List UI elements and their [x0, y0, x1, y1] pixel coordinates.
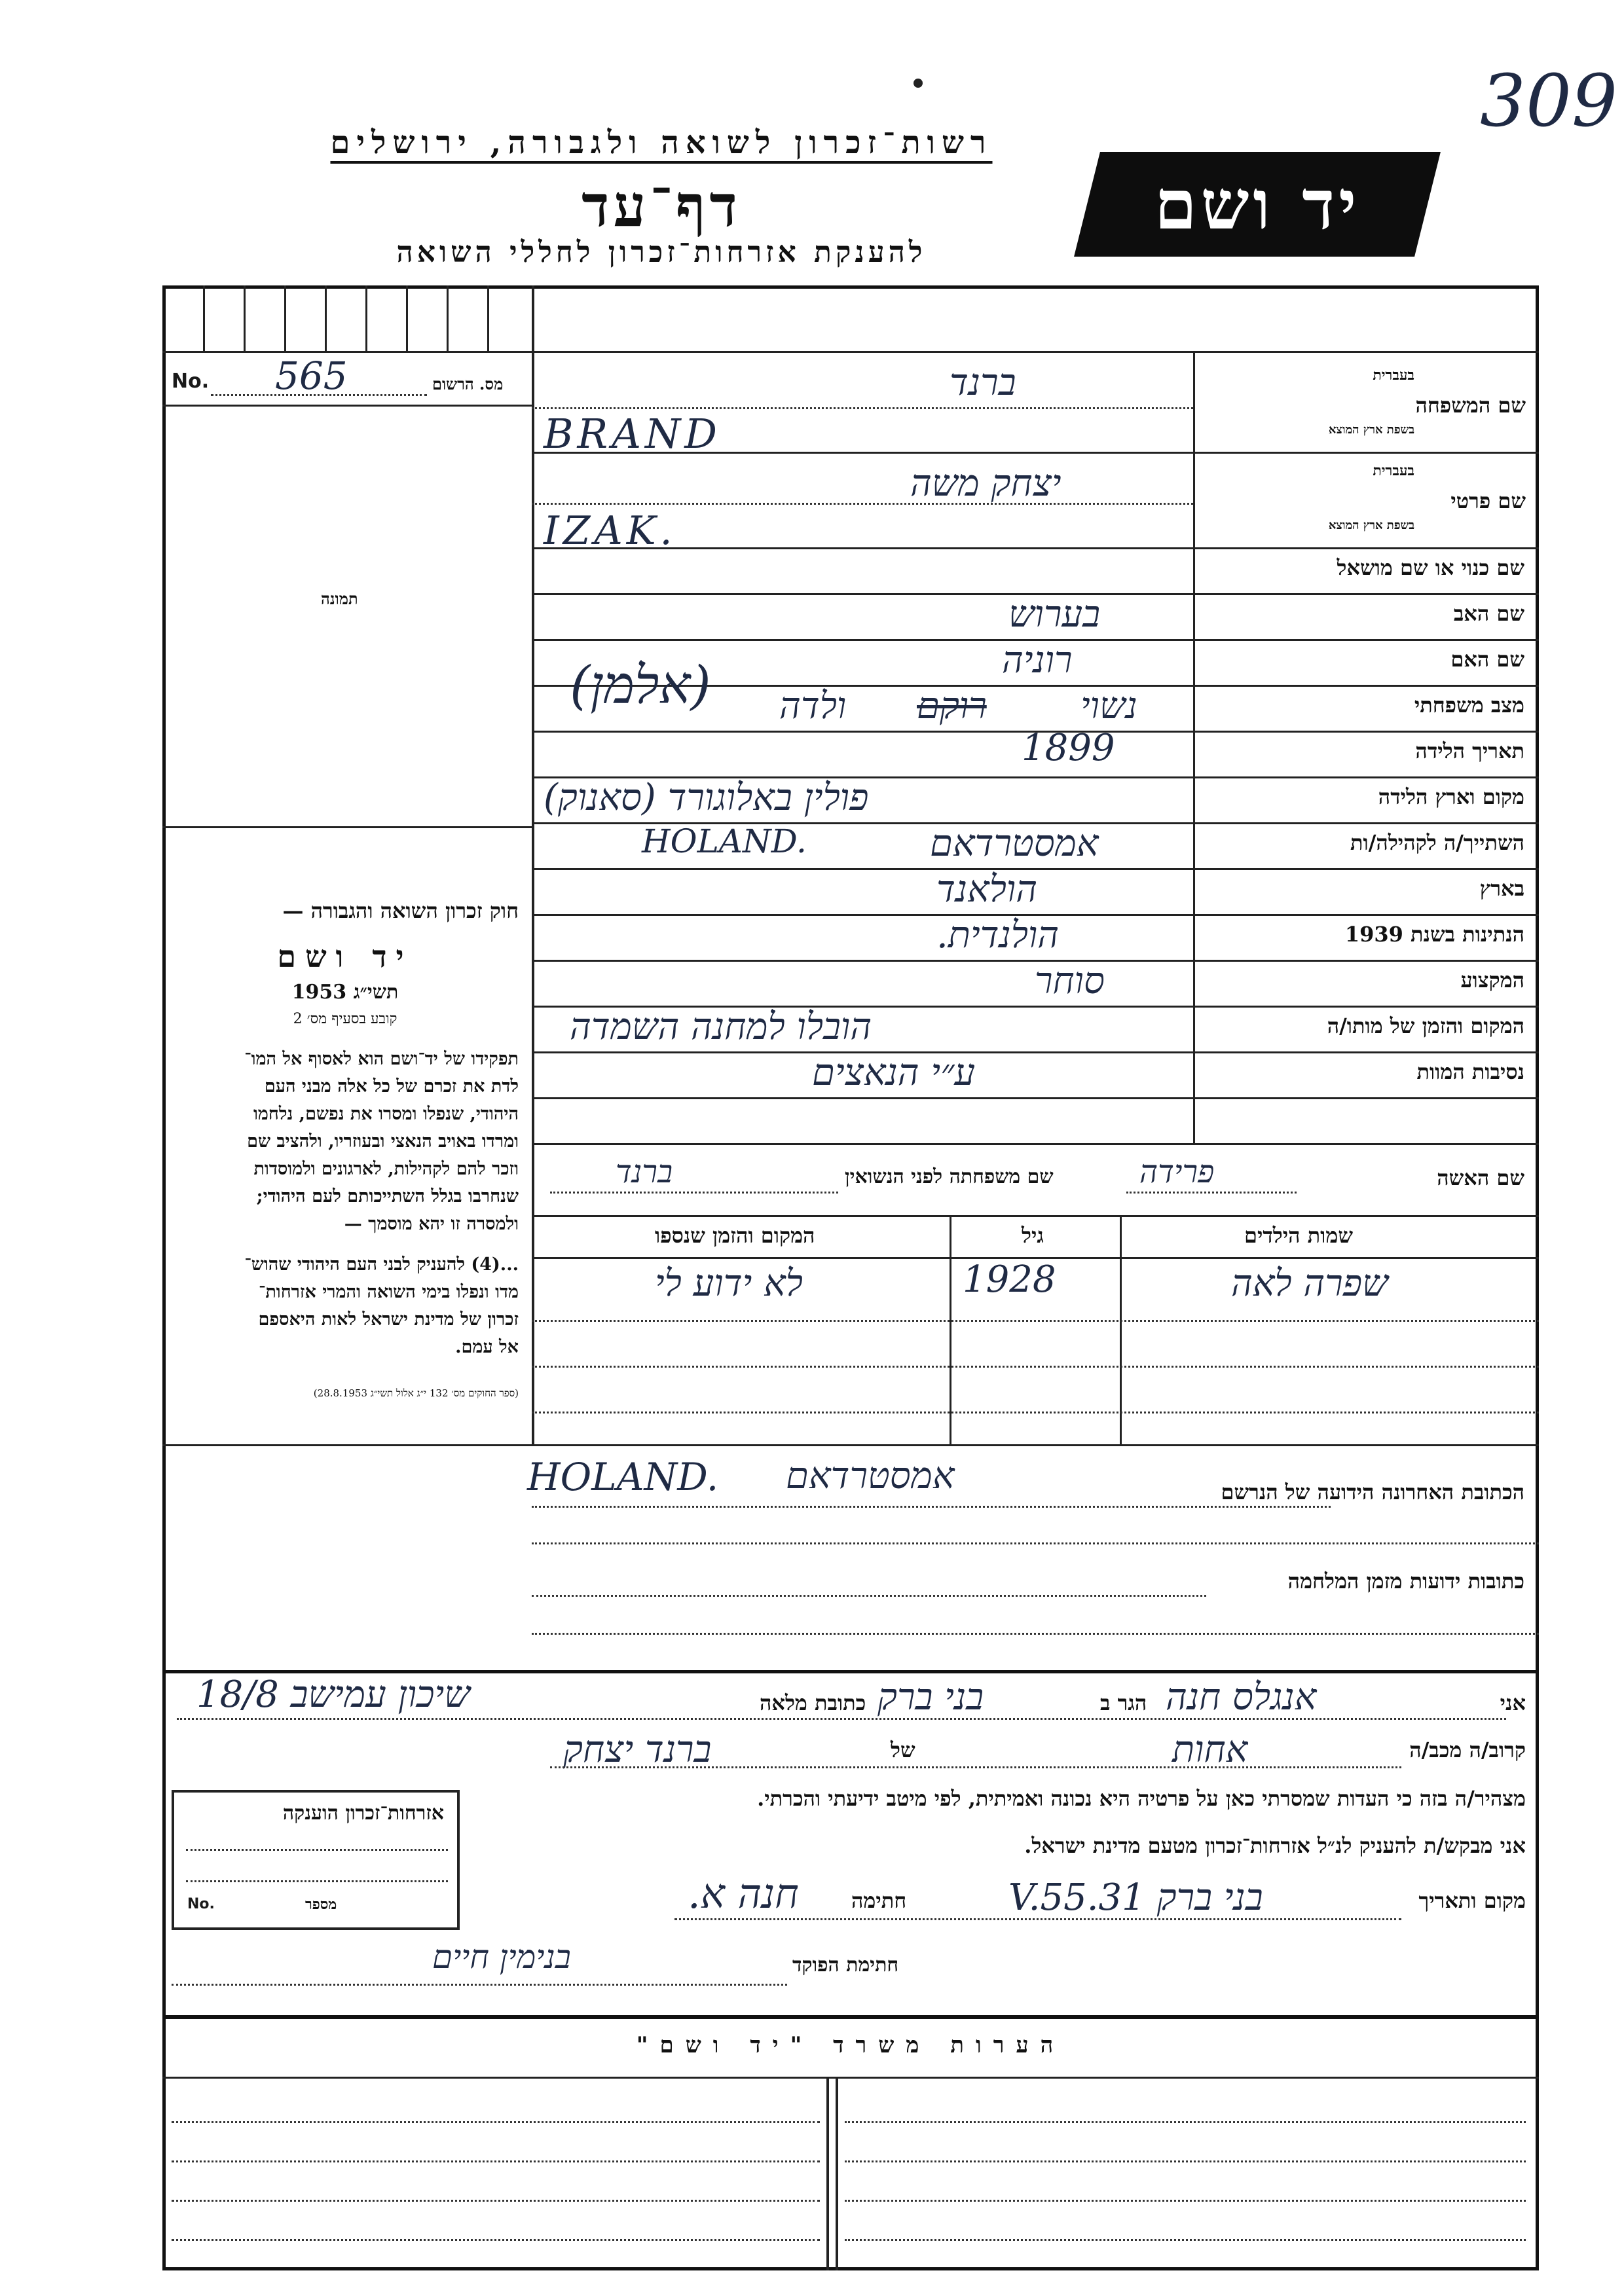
last-address-label: הכתובת האחרונה הידועה של הנרשם [1221, 1480, 1524, 1504]
child-name: שפרה לאה [1231, 1262, 1388, 1305]
father-value: בערוש [1008, 593, 1101, 636]
law-year: תשי״ג 1953 [291, 981, 399, 1004]
top-strip-line [162, 351, 1539, 353]
office-notes-dotted [845, 2239, 1526, 2241]
row-line [532, 1143, 1539, 1145]
children-col-divider [1120, 1215, 1122, 1444]
signature-label: חתימה [851, 1888, 907, 1913]
row-line [532, 1097, 1539, 1099]
photo-area-bottom [162, 826, 532, 828]
birth-place-value: פולין באלוגורד (סאנוק) [544, 776, 869, 819]
children-col-divider [950, 1215, 951, 1444]
office-notes-dotted [172, 2160, 820, 2162]
certificate-title: אזרחות־זכרון הוענקה [282, 1802, 444, 1825]
top-box-divider [203, 285, 205, 351]
certificate-box [172, 1790, 460, 1930]
declaration-address-value: שיכון עמישב 18/8 [196, 1673, 470, 1716]
form-title: דף־עד [581, 172, 741, 240]
declaration-statement-2: אני מבקש/ת להעניק לנ״ל אזרחות־זכרון מטעם מדינת ישראל. [1024, 1833, 1526, 1858]
law-line: וזכר להם לקהילות, לארגונים ולמוסדות [253, 1159, 519, 1179]
place-date-value: בני ברק 31.V.55 [1008, 1876, 1263, 1919]
office-notes-dotted [172, 2200, 820, 2202]
photo-label: תמונה [321, 589, 358, 608]
office-notes-title: הערות משרד "יד ושם" [636, 2032, 1065, 2058]
last-address-value: אמסטרדאם [786, 1455, 955, 1497]
last-address-dotted [532, 1506, 1331, 1508]
children-row-dotted [532, 1320, 1539, 1322]
address-dotted [532, 1633, 1539, 1635]
birth-date-value: 1899 [1022, 727, 1115, 769]
death-place-value: הובלו למחנה השמדה [570, 1006, 872, 1048]
office-notes-dotted [172, 2239, 820, 2241]
office-notes-dotted [845, 2200, 1526, 2202]
declaration-of-label: של [891, 1738, 915, 1762]
children-row-dotted [532, 1366, 1539, 1368]
speck-mark [913, 79, 923, 88]
marital-status-struck: רוקם [917, 685, 987, 727]
citizenship-label: הנתינות בשנת 1939 [1344, 922, 1524, 947]
form-subtitle: להענקת אזרחות־זכרון לחללי השואה [396, 236, 927, 269]
top-box-divider [365, 285, 367, 351]
officer-signature-value: בנימין חיים [432, 1938, 571, 1976]
signature-dotted [674, 1918, 1401, 1920]
children-bottom-line [162, 1444, 1539, 1446]
death-cause-value: ע״י הנאצים [812, 1051, 976, 1094]
law-section: קובע בסעיף מס׳ 2 [293, 1011, 397, 1027]
last-address-latin: HOLAND. [527, 1455, 719, 1499]
birth-place-label: מקום וארץ הלידה [1378, 784, 1524, 809]
address-dotted [532, 1542, 1539, 1544]
marital-status-value: נשוי [1080, 685, 1137, 727]
row-line [532, 547, 1539, 549]
children-col-place: המקום והזמן שנספו [655, 1223, 815, 1248]
law-line: שנחרבו בגלל השתייכותם לעם היהודי; [256, 1186, 519, 1207]
law-citation: (ספר החוקים מס׳ 132 י״ג אלול תשי״ג 28.8.1953) [313, 1387, 519, 1399]
wife-maiden-label: שם משפחתה לפני הנשואין [845, 1165, 1054, 1188]
top-box-divider [447, 285, 449, 351]
child-place: לא ידוע לי [655, 1262, 803, 1305]
registration-label: מס. הרשום [432, 374, 504, 393]
declaration-resides-label: הגר ב [1100, 1690, 1147, 1715]
father-label: שם האב [1453, 601, 1524, 626]
office-notes-divider [836, 2077, 838, 2270]
law-line: אל עמם. [455, 1337, 519, 1357]
children-col-names: שמות הילדים [1244, 1223, 1353, 1248]
first-name-label: שם פרטי [1450, 488, 1526, 513]
family-name-label: שם המשפחה [1415, 393, 1526, 418]
registration-line [162, 405, 532, 407]
mother-label: שם האם [1450, 647, 1524, 672]
declaration-relation-value: אחות [1172, 1728, 1248, 1771]
law-paragraph-2 [172, 1251, 519, 1361]
first-name-hebrew-label: בעברית [1373, 462, 1414, 479]
declaration-address-label: כתובת מלאה [760, 1690, 866, 1715]
first-name-hebrew-value: יצחק משה [910, 462, 1061, 505]
declaration-line-dotted [550, 1766, 1401, 1768]
marital-status-paren: (אלמן) [570, 655, 711, 716]
law-name: יד ושם [277, 939, 413, 974]
law-line: ומרדו באויב הנאצי ובעוזריו, ולהציב שם [247, 1131, 519, 1152]
top-box-divider [244, 285, 246, 351]
top-box-divider [487, 285, 489, 351]
wife-maiden-value: ברנד [616, 1154, 673, 1190]
community-value: אמסטרדאם [930, 822, 1099, 865]
wife-maiden-dotted [550, 1192, 838, 1194]
declaration-resides-value: בני ברק [877, 1676, 984, 1719]
law-line: ...(4) להעניק לבני העם היהודי שהוש־ [244, 1254, 519, 1275]
office-notes-dotted [845, 2160, 1526, 2162]
marital-status-label: מצב משפחתי [1414, 693, 1524, 718]
first-name-native-label: בשפת ארץ המוצא [1328, 519, 1414, 532]
authority-name: רשות־זכרון לשואה ולגבורה, ירושלים [330, 124, 993, 161]
top-box-divider [325, 285, 327, 351]
declaration-of-value: ברנד יצחק [563, 1728, 712, 1771]
certificate-dotted [186, 1849, 448, 1851]
profession-value: סוחר [1035, 960, 1105, 1002]
death-cause-label: נסיבות המוות [1416, 1059, 1524, 1084]
children-row-dotted [532, 1412, 1539, 1413]
top-box-divider [406, 285, 408, 351]
office-notes-dotted [845, 2121, 1526, 2123]
certificate-dotted [186, 1880, 448, 1882]
country-value: הולאנד [936, 868, 1038, 911]
law-title: חוק זכרון השואה והגבורה — [282, 898, 519, 923]
yad-vashem-logo [1074, 152, 1441, 257]
war-addresses-dotted [532, 1595, 1206, 1597]
declaration-statement-1: מצהיר/ה בזה כי העדות שמסרתי כאן על פרטיה היא נכונה ואמיתית, לפי מיטב ידיעתי והכרתי. [757, 1786, 1526, 1811]
first-name-native-value: IZAK. [544, 508, 676, 554]
signature-value: חנה א. [688, 1870, 799, 1918]
subrow-dotted [532, 407, 1193, 409]
mother-value: רוניה [1002, 639, 1073, 682]
logo-text: יד ושם [1154, 164, 1361, 245]
label-column-divider [1193, 351, 1195, 1143]
country-label: בארץ [1479, 876, 1524, 901]
row-line [532, 1051, 1539, 1053]
family-name-hebrew-label: בעברית [1373, 367, 1414, 384]
office-notes-divider [826, 2077, 829, 2270]
death-place-label: המקום והזמן של מותו/ה [1327, 1013, 1524, 1038]
war-addresses-label: כתובות ידועות מזמן המלחמה [1287, 1569, 1524, 1594]
place-date-label: מקום ותאריך [1418, 1888, 1526, 1913]
law-paragraph-1 [172, 1046, 519, 1238]
community-label: השתייך/ה לקהילה/ות [1350, 830, 1524, 855]
law-line: לדת את זכרם של כל אלה מבני העם [264, 1076, 519, 1097]
family-name-native-value: BRAND [544, 410, 721, 458]
office-notes-header-line [162, 2077, 1539, 2079]
wife-value: פרידה [1139, 1154, 1215, 1190]
law-line: ולמסרה זו יהא מוסמך — [344, 1214, 519, 1234]
family-name-native-label: בשפת ארץ המוצא [1328, 423, 1414, 437]
registration-number: 565 [275, 354, 348, 398]
profession-label: המקצוע [1460, 968, 1524, 993]
top-box-divider [284, 285, 286, 351]
wife-label: שם האשה [1437, 1165, 1524, 1190]
declaration-line-dotted [177, 1718, 1506, 1720]
certificate-no-label: No. [187, 1896, 215, 1912]
wife-dotted [1126, 1192, 1297, 1194]
children-col-age: גיל [1022, 1223, 1044, 1248]
wife-row-bottom [532, 1215, 1539, 1217]
office-notes-dotted [172, 2121, 820, 2123]
officer-signature-label: חתימת הפוקד [792, 1954, 899, 1977]
nickname-label: שם כנוי או שם מושאל [1337, 555, 1524, 580]
marital-status-extra: ולדה [779, 685, 847, 727]
declaration-i-label: אני [1500, 1690, 1526, 1715]
left-column-divider [532, 285, 534, 1444]
certificate-number-label: מספר [305, 1896, 337, 1913]
family-name-hebrew-value: ברנד [950, 361, 1016, 404]
citizenship-value: הולנדית. [936, 914, 1060, 957]
law-text-block [172, 898, 519, 1400]
declarant-name: אנגלס חנה [1166, 1676, 1317, 1719]
subrow-dotted [532, 503, 1193, 505]
community-latin-value: HOLAND. [642, 822, 807, 860]
declaration-relation-label: קרוב/ה מכב/ה [1409, 1738, 1526, 1762]
law-line: מדו ונפלו בימי השואה והמרי אזרחות־ [258, 1282, 519, 1302]
law-line: תפקידו של יד־ושם הוא לאסוף אל המו־ [244, 1049, 519, 1069]
officer-dotted [172, 1984, 787, 1986]
page-number: 309 [1480, 59, 1617, 143]
birth-date-label: תאריך הלידה [1415, 738, 1524, 763]
law-line: זכרון של מדינת ישראל לאות היאספם [258, 1309, 519, 1330]
law-line: היהודי, שנפלו ומסרו את נפשם, נלחמו [253, 1104, 519, 1124]
registration-no-label: No. [172, 370, 210, 393]
child-age: 1928 [963, 1258, 1056, 1301]
